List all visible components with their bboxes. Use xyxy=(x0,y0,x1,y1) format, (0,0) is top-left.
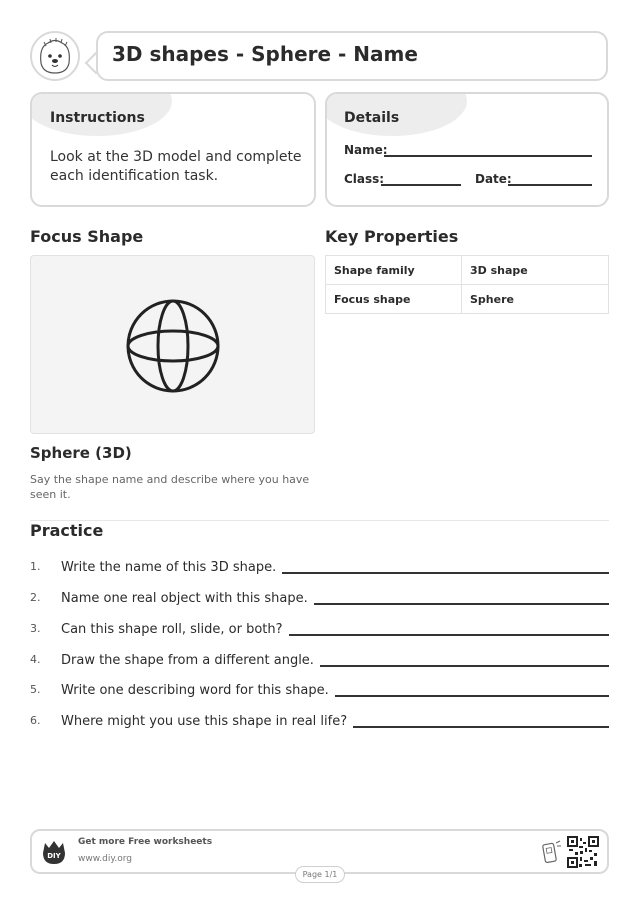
practice-question xyxy=(30,556,609,576)
date-field[interactable] xyxy=(508,184,592,186)
focus-shape-panel xyxy=(30,255,315,434)
answer-line[interactable] xyxy=(289,634,609,636)
practice-question xyxy=(30,710,609,730)
shape-name: Sphere (3D) xyxy=(30,444,132,462)
question-number: 2. xyxy=(30,591,41,604)
practice-question xyxy=(30,618,609,638)
question-text: Can this shape roll, slide, or both? xyxy=(61,622,283,637)
answer-line[interactable] xyxy=(353,726,609,728)
page-indicator: Page 1/1 xyxy=(295,866,345,883)
answer-line[interactable] xyxy=(320,665,609,667)
date-label: Date: xyxy=(475,172,512,186)
question-text: Name one real object with this shape. xyxy=(61,591,308,606)
practice-question xyxy=(30,679,609,699)
mascot-icon xyxy=(32,33,78,79)
question-number: 1. xyxy=(30,560,41,573)
qr-code-icon[interactable] xyxy=(567,836,599,872)
property-value: Sphere xyxy=(462,285,609,314)
question-number: 4. xyxy=(30,653,41,666)
question-number: 6. xyxy=(30,714,41,727)
answer-line[interactable] xyxy=(335,695,609,697)
phone-scan-icon xyxy=(541,839,563,869)
sphere-icon xyxy=(124,297,222,395)
details-heading: Details xyxy=(344,110,400,126)
property-value: 3D shape xyxy=(462,256,609,285)
key-properties-heading: Key Properties xyxy=(325,227,459,246)
property-key: Shape family xyxy=(326,256,462,285)
question-text: Write the name of this 3D shape. xyxy=(61,560,277,575)
question-text: Draw the shape from a different angle. xyxy=(61,653,314,668)
footer-promo-text: Get more Free worksheets xyxy=(78,837,213,847)
page-title: 3D shapes - Sphere - Name xyxy=(112,42,418,66)
practice-heading: Practice xyxy=(30,521,104,540)
instructions-panel xyxy=(30,92,316,207)
practice-question xyxy=(30,587,609,607)
instructions-heading: Instructions xyxy=(50,110,145,126)
class-field[interactable] xyxy=(381,184,461,186)
property-key: Focus shape xyxy=(326,285,462,314)
class-label: Class: xyxy=(344,172,385,186)
footer-url-link[interactable]: www.diy.org xyxy=(78,854,132,864)
name-label: Name: xyxy=(344,143,388,157)
properties-table xyxy=(325,255,609,314)
table-row xyxy=(326,256,609,285)
question-number: 5. xyxy=(30,683,41,696)
question-text: Where might you use this shape in real life? xyxy=(61,714,348,729)
section-divider xyxy=(30,520,609,521)
answer-line[interactable] xyxy=(282,572,609,574)
focus-shape-heading: Focus Shape xyxy=(30,227,144,246)
mascot-avatar xyxy=(30,31,80,81)
diy-logo[interactable] xyxy=(40,839,68,871)
practice-question xyxy=(30,649,609,669)
name-field[interactable] xyxy=(384,155,592,157)
answer-line[interactable] xyxy=(314,603,609,605)
question-text: Write one describing word for this shape. xyxy=(61,683,329,698)
logo-text: DIY xyxy=(47,852,61,860)
question-number: 3. xyxy=(30,622,41,635)
table-row xyxy=(326,285,609,314)
instructions-text: Look at the 3D model and complete each identification task. xyxy=(50,149,302,184)
diy-logo-icon xyxy=(40,839,68,867)
details-panel xyxy=(325,92,609,207)
shape-description: Say the shape name and describe where you have seen it. xyxy=(30,473,310,501)
